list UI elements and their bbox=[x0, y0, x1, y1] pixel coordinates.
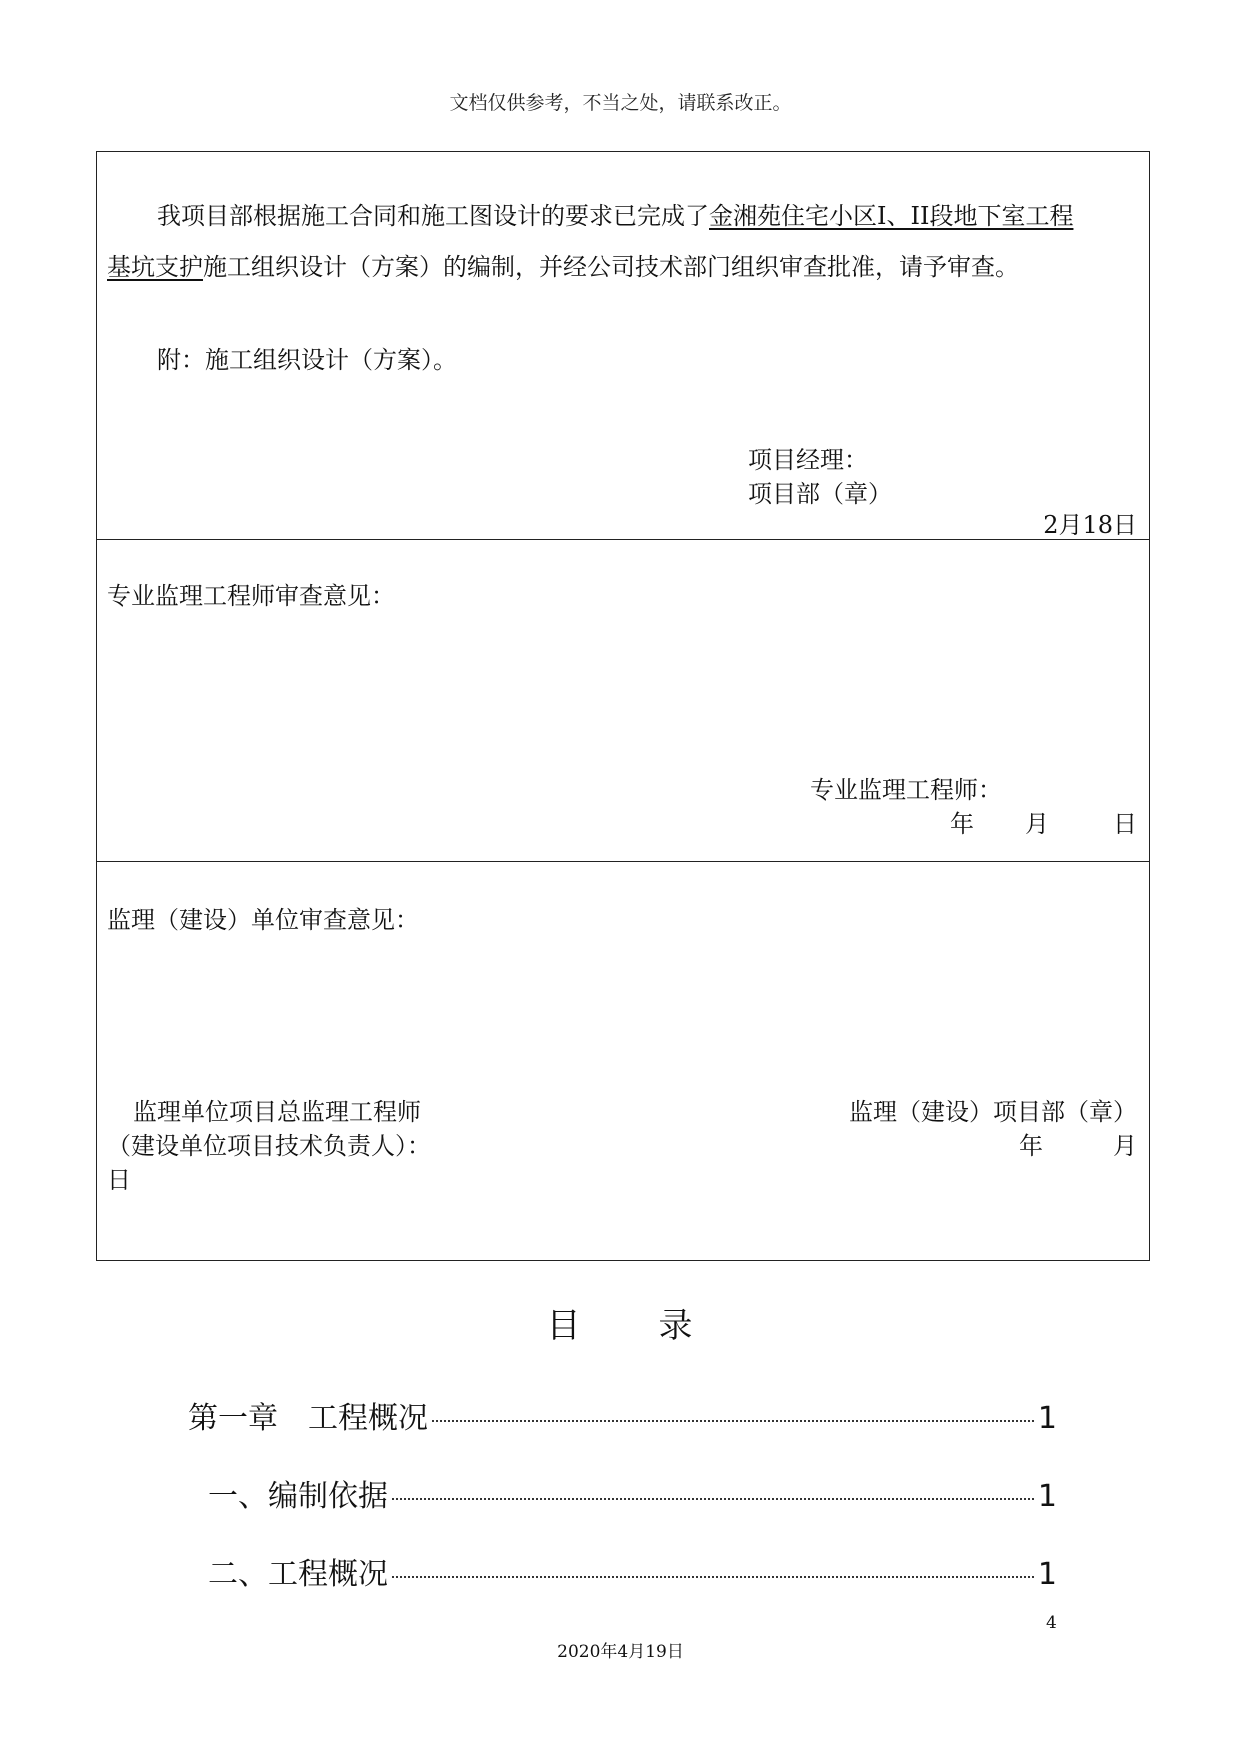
chief-engineer-label: 监理单位项目总监理工程师 bbox=[133, 1098, 421, 1126]
toc-entry[interactable] bbox=[188, 1393, 1057, 1436]
toc-entry-label: 第一章 工程概况 bbox=[188, 1401, 428, 1436]
supervision-review-title: 监理（建设）单位审查意见： bbox=[107, 906, 419, 934]
submission-paragraph-line1 bbox=[157, 196, 1073, 231]
toc-entry-page: 1 bbox=[1037, 1401, 1057, 1436]
submission-section bbox=[97, 152, 1149, 540]
engineer-review-title: 专业监理工程师审查意见： bbox=[107, 582, 395, 610]
footer-date: 2020年4月19日 bbox=[557, 1642, 684, 1662]
date-day-label: 日 bbox=[1113, 810, 1137, 838]
owner-tech-lead-label: （建设单位项目技术负责人）： bbox=[107, 1132, 431, 1160]
toc-title-char2: 录 bbox=[658, 1306, 695, 1346]
attachment-note: 附：施工组织设计（方案）。 bbox=[157, 346, 457, 374]
engineer-signature-label: 专业监理工程师： bbox=[810, 776, 1002, 804]
toc-entry[interactable] bbox=[208, 1549, 1057, 1592]
supervision-review-section bbox=[97, 862, 1149, 1260]
date-month-label: 月 bbox=[1113, 1132, 1137, 1160]
project-manager-label: 项目经理： bbox=[748, 446, 868, 474]
toc-entry-label: 一、编制依据 bbox=[208, 1479, 388, 1514]
header-note: 文档仅供参考，不当之处，请联系改正。 bbox=[449, 92, 792, 114]
toc-entry[interactable] bbox=[208, 1471, 1057, 1514]
toc-dot-leader bbox=[392, 1498, 1034, 1500]
page-number: 4 bbox=[1046, 1613, 1057, 1633]
date-day-label: 日 bbox=[107, 1166, 131, 1194]
date-month-label: 月 bbox=[1025, 810, 1049, 838]
approval-form-table bbox=[96, 151, 1150, 1261]
toc-title bbox=[0, 1298, 1241, 1347]
date-year-label: 年 bbox=[1019, 1132, 1043, 1160]
project-dept-seal-label: 项目部（章） bbox=[748, 480, 892, 508]
toc-entry-page: 1 bbox=[1037, 1479, 1057, 1514]
project-name: 金湘苑住宅小区I、II段地下室工程 bbox=[709, 202, 1074, 230]
project-scope: 基坑支护 bbox=[107, 253, 203, 281]
supervision-dept-seal-label: 监理（建设）项目部（章） bbox=[849, 1098, 1137, 1126]
toc-entry-label: 二、工程概况 bbox=[208, 1557, 388, 1592]
toc-entry-page: 1 bbox=[1037, 1557, 1057, 1592]
submission-date: 2月18日 bbox=[1043, 511, 1137, 539]
date-year-label: 年 bbox=[950, 810, 974, 838]
submission-paragraph-line2 bbox=[107, 247, 1019, 282]
engineer-review-section bbox=[97, 540, 1149, 862]
para1-suffix: 施工组织设计（方案）的编制，并经公司技术部门组织审查批准，请予审查。 bbox=[203, 253, 1019, 281]
toc-dot-leader bbox=[432, 1420, 1034, 1422]
para1-prefix: 我项目部根据施工合同和施工图设计的要求已完成了 bbox=[157, 202, 709, 230]
toc-title-char1: 目 bbox=[546, 1306, 583, 1346]
toc-dot-leader bbox=[392, 1576, 1034, 1578]
